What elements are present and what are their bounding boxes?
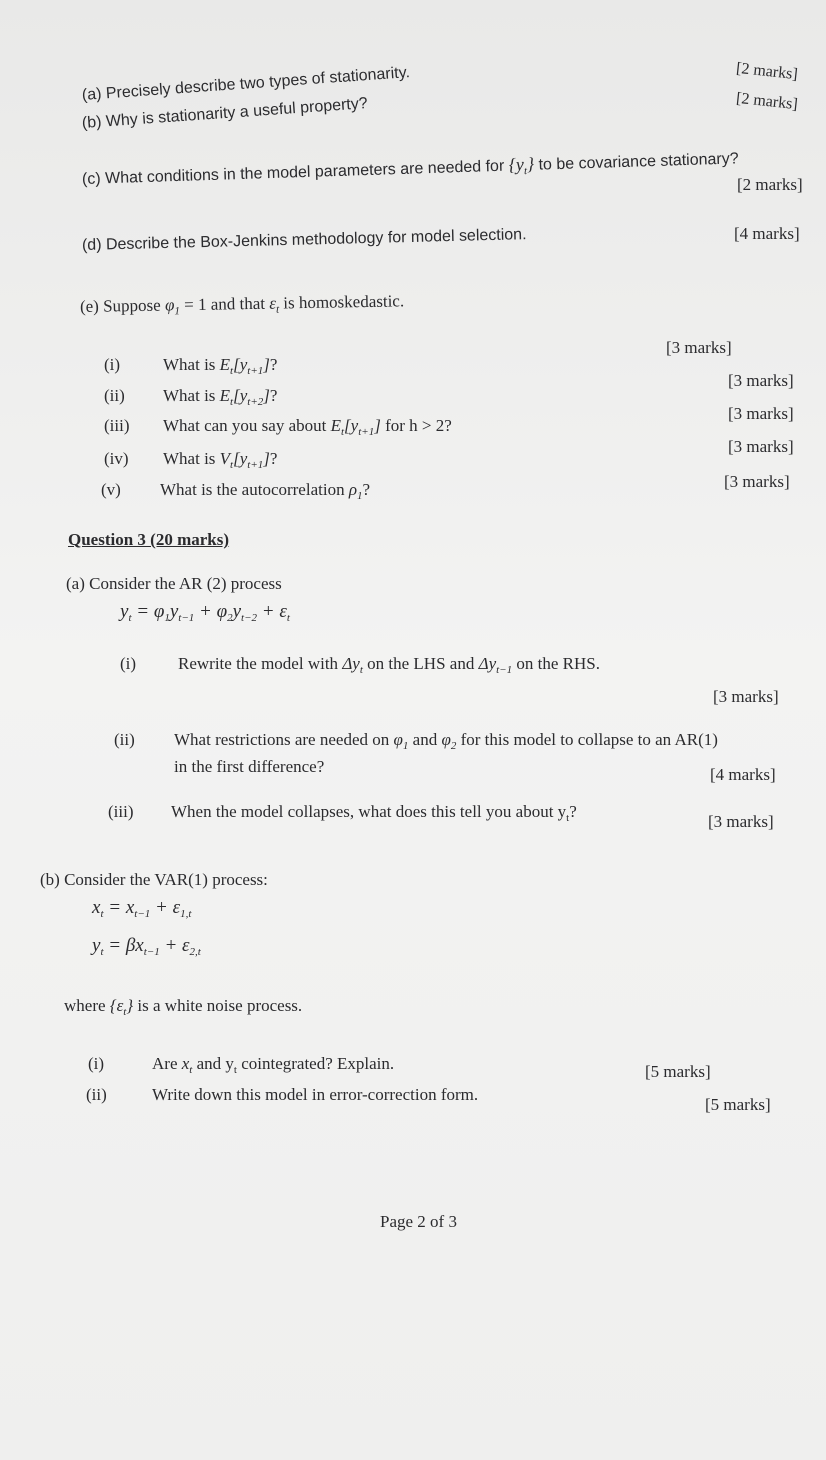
- question-a: (a) Precisely describe two types of stationarity.: [81, 64, 411, 104]
- question-b: (b) Why is stationarity a useful property?: [81, 95, 369, 132]
- question-e: (e) Suppose $\varphi_1 = 1$ and that $\varepsilon_t$ is homoskedastic.: [79, 291, 405, 318]
- question-d: (d) Describe the Box-Jenkins methodology for model selection.: [81, 226, 527, 254]
- question-e-v: (v) What is the autocorrelation $\rho_1$?: [101, 480, 371, 502]
- marks-q3-b-ii: [5 marks]: [705, 1095, 771, 1114]
- marks-e-v: [3 marks]: [724, 472, 790, 491]
- question-c: (c) What conditions in the model parameters are needed for $\{y_t\}$ to be covariance stationary?: [81, 150, 739, 188]
- page-number: Page 2 of 3: [380, 1212, 457, 1231]
- q3-b-i: (i) Are $x_t$ and $y_t$ cointegrated? Explain.: [88, 1054, 395, 1076]
- question-e-ii: (ii) What is $E_t[y_{t+2}]$?: [104, 386, 278, 408]
- marks-e-i: [3 marks]: [666, 338, 732, 357]
- q3-a-ii: (ii) What restrictions are needed on $\varphi_1$ and $\varphi_2$ for this model to collapse to an AR(1): [114, 730, 718, 752]
- q3-a-ii-line2: in the first difference?: [174, 757, 325, 776]
- marks-q3-b-i: [5 marks]: [645, 1062, 711, 1081]
- white-noise-statement: where $\{\varepsilon_t\}$ is a white noise process.: [64, 996, 303, 1018]
- question-e-iv: (iv) What is $V_t[y_{t+1}]$?: [104, 449, 278, 471]
- q3-b-intro: (b) Consider the VAR(1) process:: [40, 870, 268, 889]
- q3-a-i: (i) Rewrite the model with $\Delta y_t$ on the LHS and $\Delta y_{t-1}$ on the RHS.: [120, 654, 600, 676]
- ar2-equation: $y_t = \varphi_1y_{t-1} + \varphi_2y_{t-2} + \varepsilon_t$: [120, 601, 290, 624]
- question-e-iii: (iii) What can you say about $E_t[y_{t+1}]$ for h > 2?: [104, 416, 452, 438]
- marks-e-iv: [3 marks]: [728, 437, 794, 456]
- marks-e-iii: [3 marks]: [728, 404, 794, 423]
- q3-a-iii: (iii) When the model collapses, what does this tell you about $y_t$?: [108, 802, 577, 824]
- marks-d: [4 marks]: [734, 224, 800, 243]
- marks-c: [2 marks]: [737, 175, 803, 194]
- marks-q3-a-iii: [3 marks]: [708, 812, 774, 831]
- marks-b: [2 marks]: [735, 89, 799, 114]
- marks-a: [2 marks]: [735, 59, 799, 84]
- marks-q3-a-ii: [4 marks]: [710, 765, 776, 784]
- marks-q3-a-i: [3 marks]: [713, 687, 779, 706]
- question-e-i: (i) What is $E_t[y_{t+1}]$?: [104, 355, 278, 377]
- question-3-title: Question 3 (20 marks): [68, 530, 230, 549]
- marks-e-ii: [3 marks]: [728, 371, 794, 390]
- q3-b-ii: (ii) Write down this model in error-correction form.: [86, 1085, 479, 1104]
- var-equation-y: $y_t = \beta x_{t-1} + \varepsilon_{2,t}$: [92, 935, 201, 958]
- var-equation-x: $x_t = x_{t-1} + \varepsilon_{1,t}$: [92, 897, 192, 920]
- q3-a-intro: (a) Consider the AR (2) process: [66, 574, 282, 593]
